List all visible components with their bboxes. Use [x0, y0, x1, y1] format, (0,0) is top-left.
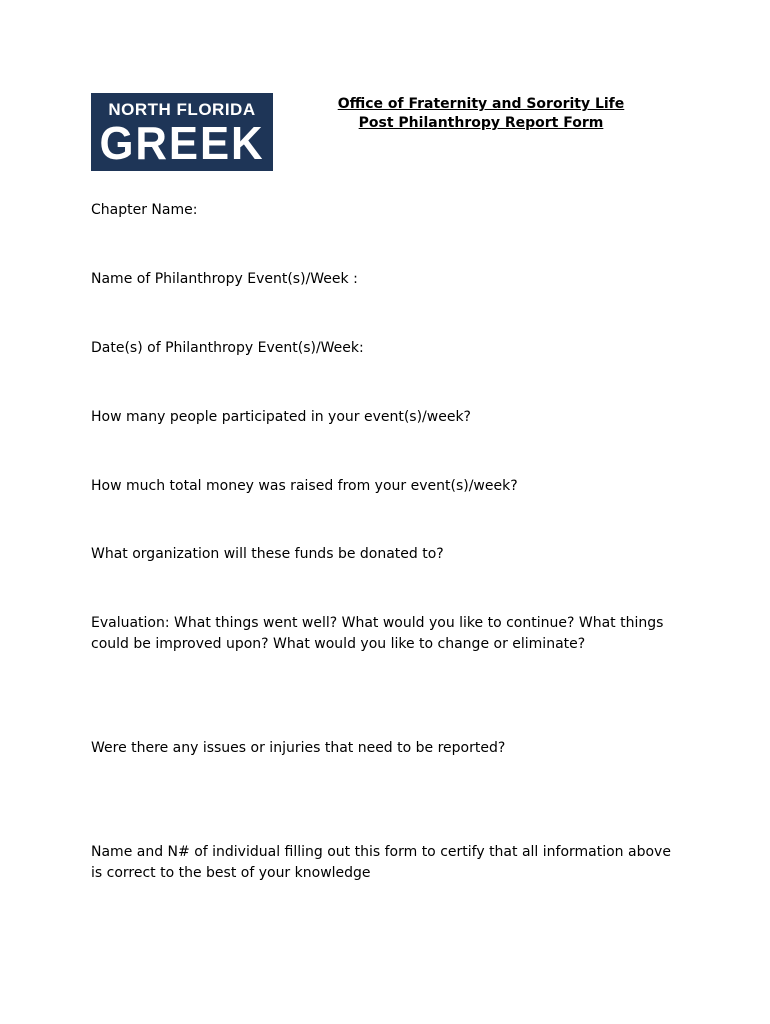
event-name-label: Name of Philanthropy Event(s)/Week :	[91, 271, 358, 287]
organization-label: What organization will these funds be donated to?	[91, 546, 444, 562]
form-header	[300, 95, 662, 133]
issues-label: Were there any issues or injuries that need to be reported?	[91, 740, 506, 756]
logo-line-greek: GREEK	[99, 117, 265, 169]
evaluation-label: Evaluation: What things went well? What would you like to continue? What things could be improved upon? What would you like to change or eliminate?	[91, 615, 664, 652]
money-raised-label: How much total money was raised from your event(s)/week?	[91, 478, 518, 494]
logo-line-north-florida: NORTH FLORIDA	[108, 100, 256, 119]
event-dates-label: Date(s) of Philanthropy Event(s)/Week:	[91, 340, 364, 356]
certification-label: Name and N# of individual filling out this form to certify that all information above is correct to the best of your knowledge	[91, 844, 671, 881]
participants-label: How many people participated in your event(s)/week?	[91, 409, 471, 425]
chapter-name-label: Chapter Name:	[91, 202, 198, 218]
form-title: Post Philanthropy Report Form	[358, 115, 604, 131]
office-title: Office of Fraternity and Sorority Life	[337, 96, 625, 112]
north-florida-greek-logo	[91, 93, 273, 171]
